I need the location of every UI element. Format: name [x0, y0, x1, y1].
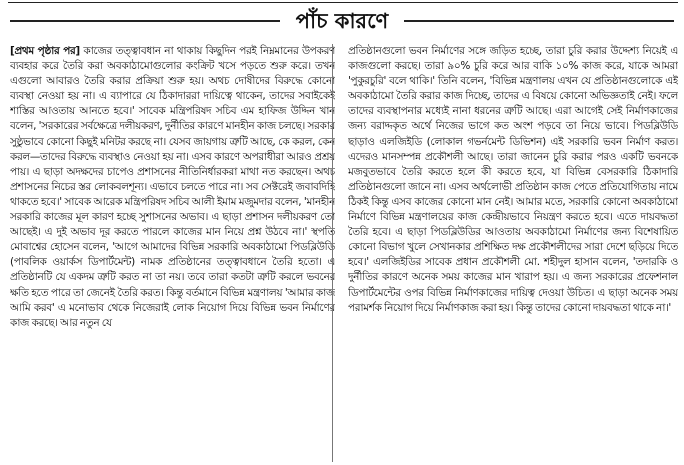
right-column	[348, 44, 678, 462]
continuation-label: [প্রথম পৃষ্ঠার পর]	[10, 45, 80, 57]
right-column-text: প্রতিষ্ঠানগুলো ভবন নির্মাণের সঙ্গে জড়িত হচ্ছে, তারা চুরি করার উদ্দেশ্য নিয়েই এ কাজগুলো করছে। তারা ৯০% চুরি করে আর বাকি ১০% কাজ করে, যাকে আমরা 'পুকুরচুরি' বলে থাকি।' তিনি বলেন, 'বিভিন্ন মন্ত্রণালয় এখন যে প্রতিষ্ঠানগুলোকে এই অবকাঠামো তৈরি করার কাজ দিচ্ছে, তাদের এ বিষয়ে কোনো অভিজ্ঞতাই নেই। ফলে তাদের ব্যবস্থাপনার মধ্যেই নানা ধরনের ত্রুটি আছে। এরা আগেই সেই নির্মাণকাজের জন্য বরাদ্দকৃত অর্থে নিজের ভাগে কত অংশ পড়বে তা নিয়ে ভাবে। পিডব্লিউডি ছাড়াও এলজিইডি (লোকাল গভর্নমেন্ট ডিভিশন) এই সরকারি ভবন নির্মাণ করত। এদেরও মানসম্পন্ন প্রকৌশলী আছে। তারা জানেন চুরি করার পরও একটি ভবনকে মজবুতভাবে তৈরি করতে হলে কী করতে হবে, যা বিভিন্ন বেসরকারি ঠিকাদারি প্রতিষ্ঠানগুলো জানে না। এসব অর্থলোভী প্রতিষ্ঠান কাজ পেতে প্রতিযোগিতায় নামে ঠিকই কিন্তু এসব কাজের কোনো মান নেই। আমার মতে, সরকারি কোনো অবকাঠামো নির্মাণে বিভিন্ন মন্ত্রণালয়ের কাজ কেন্দ্রীয়ভাবে নিয়ন্ত্রণ করতে হবে। এতে দায়বদ্ধতা তৈরি হবে। এ ছাড়া পিডব্লিউডির আওতায় অবকাঠামো নির্মাণের জন্য বিশেষায়িত কোনো বিভাগ খুলে সেখানকার প্রশিক্ষিত দক্ষ প্রকৌশলীদের সারা দেশে ছড়িয়ে দিতে হবে।' এলজিইডির সাবেক প্রধান প্রকৌশলী মো. শহীদুল হাসান বলেন, 'তদারকি ও দুর্নীতির কারণে অনেক সময় কাজের মান খারাপ হয়। এ জন্য সরকারের প্রফেশনাল ডিপার্টমেন্টের ওপর বিভিন্ন নির্মাণকাজের দায়িত্ব দেওয়া উচিত। এ ছাড়া অনেক সময় পরামর্শক নিয়োগ দিয়ে নির্মাণকাজ করা হয়। কিন্তু তাদের কোনো দায়বদ্ধতা থাকে না।'	[348, 45, 678, 314]
headline-bar	[0, 6, 684, 36]
headline: পাঁচ কারণে	[295, 8, 389, 33]
left-column-text: কাজের তত্ত্বাবধান না থাকায় কিছুদিন পরই নিম্নমানের উপকরণ ব্যবহার করে তৈরি করা অবকাঠামোগুলোর কংক্রিট খসে পড়তে শুরু করে। তখন এগুলো আবারও তৈরি করার প্রক্রিয়া শুরু হয়। অথচ দোষীদের বিরুদ্ধে কোনো ব্যবস্থা নেওয়া হয় না। এ ব্যাপারে যে ঠিকাদাররা দায়িত্বে থাকেন, তাদের সবাইকেই শাস্তির আওতায় আনতে হবে।' সাবেক মন্ত্রিপরিষদ সচিব এম হাফিজ উদ্দিন খান বলেন, 'সরকারের সর্বক্ষেত্রে দলীয়করণ, দুর্নীতির কারণে মানহীন কাজ চলছে। সরকার সুষ্ঠুভাবে কোনো কিছুই মনিটর করছে না। যেসব জায়গায় ত্রুটি আছে, কে করল, কেন করল—তাদের বিরুদ্ধে ব্যবস্থাও নেওয়া হয় না। এসব কারণে অপরাধীরা আরও প্রশ্রয় পায়। এ ছাড়া অদক্ষদের চাপেও প্রশাসনের নীতিনির্ধারকরা মাথা নত করছেন। অথচ প্রশাসনের নিচের স্তর লোকবলশূন্য। এভাবে চলতে পারে না। সব সেক্টরেই জবাবদিহি থাকতে হবে।' সাবেক আরেক মন্ত্রিপরিষদ সচিব আলী ইমাম মজুমদার বলেন, 'মানহীন সরকারি কাজের মূল কারণ হচ্ছে সুশাসনের অভাব। এ ছাড়া প্রশাসন দলীয়করণ তো আছেই। এ দুই অভাব দূর করতে পারলে কাজের মান নিয়ে প্রশ্ন উঠবে না।' স্থপতি মোবাশ্বের হোসেন বলেন, 'আগে আমাদের বিভিন্ন সরকারি অবকাঠামো পিডব্লিউডি (পাবলিক ওয়ার্কস ডিপার্টমেন্ট) নামক প্রতিষ্ঠানের তত্ত্বাবধানে তৈরি হতো। এ প্রতিষ্ঠানটি যে একদম ত্রুটি করত না তা নয়। তবে তারা কতটা ত্রুটি করলে ভবনের ক্ষতি হতে পারে তা জেনেই তৈরি করত। কিন্তু বর্তমানে বিভিন্ন মন্ত্রণালয় 'আমার কাজ আমি করব' এ মনোভাব থেকে নিজেরাই লোক নিয়োগ দিয়ে বিভিন্ন ভবন নির্মাণের কাজ করছে। আর নতুন যে	[10, 45, 335, 329]
column-divider	[332, 44, 333, 462]
headline-rule-left	[10, 20, 280, 22]
article-body	[10, 44, 678, 462]
left-column	[10, 44, 335, 462]
top-rule	[8, 2, 678, 3]
headline-rule-right	[404, 20, 674, 22]
